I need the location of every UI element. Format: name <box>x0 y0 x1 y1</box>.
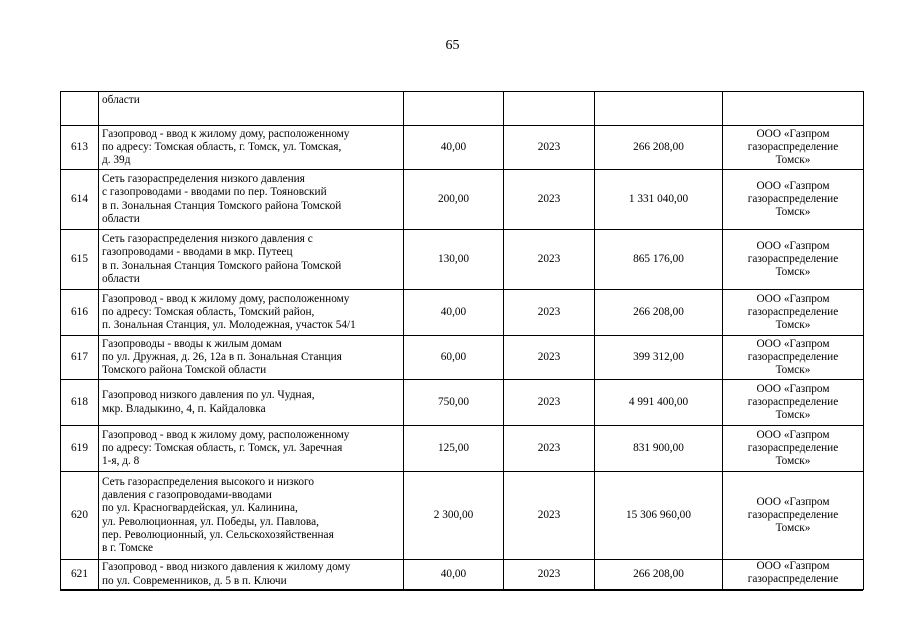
description-line: п. Зональная Станция, ул. Молодежная, участок 54/1 <box>102 319 356 332</box>
cell-cost: 266 208,00 <box>595 126 723 170</box>
organization-line: ООО «Газпром <box>756 239 830 252</box>
cell-description <box>99 126 404 170</box>
description-line: области <box>102 94 140 106</box>
organization-line: Томск» <box>775 206 811 219</box>
table-row <box>61 560 864 590</box>
table-body <box>61 92 864 590</box>
description-line: по адресу: Томская область, г. Томск, ул. Заречная <box>102 441 343 454</box>
cell-year: 2023 <box>504 230 595 290</box>
description-line: по адресу: Томская область, г. Томск, ул. Томская, <box>102 140 342 153</box>
cell-year: 2023 <box>504 560 595 590</box>
cell-cost: 399 312,00 <box>595 336 723 380</box>
cell-length: 130,00 <box>404 230 504 290</box>
cell-organization <box>723 92 864 126</box>
table-row <box>61 472 864 560</box>
cell-organization <box>723 560 864 590</box>
cell-cost: 266 208,00 <box>595 290 723 336</box>
cell-cost: 865 176,00 <box>595 230 723 290</box>
cell-cost: 4 991 400,00 <box>595 380 723 426</box>
cell-year: 2023 <box>504 170 595 230</box>
description-line: Газопровод - ввод к жилому дому, расположенному <box>102 127 350 140</box>
organization-line: Томск» <box>775 364 811 377</box>
description-line: Газопровод - ввод к жилому дому, расположенному <box>102 428 350 441</box>
organization-line: Томск» <box>775 266 811 279</box>
cell-num: 619 <box>61 426 99 472</box>
organization-line: газораспределение <box>747 192 839 205</box>
cell-description <box>99 92 404 126</box>
table-row <box>61 170 864 230</box>
cell-num: 615 <box>61 230 99 290</box>
organization-line: ООО «Газпром <box>756 292 830 305</box>
cell-organization <box>723 126 864 170</box>
description-line: по ул. Современников, д. 5 в п. Ключи <box>102 574 287 587</box>
cell-organization <box>723 380 864 426</box>
organization-line: Томск» <box>775 319 811 332</box>
cell-description <box>99 426 404 472</box>
organization-line: ООО «Газпром <box>756 560 830 572</box>
description-line: в г. Томске <box>102 542 154 555</box>
description-line: Газопровод - ввод низкого давления к жилому дому <box>102 561 351 574</box>
cell-organization <box>723 336 864 380</box>
cell-num: 621 <box>61 560 99 590</box>
description-line: Сеть газораспределения низкого давления с <box>102 232 313 245</box>
description-line: Сеть газораспределения высокого и низкого <box>102 475 315 488</box>
organization-line: газораспределение <box>747 395 839 408</box>
cell-description <box>99 230 404 290</box>
description-line: в п. Зональная Станция Томского района Томской <box>102 259 342 272</box>
cell-year: 2023 <box>504 426 595 472</box>
cell-num: 613 <box>61 126 99 170</box>
description-line: Газопроводы - вводы к жилым домам <box>102 337 282 350</box>
description-line: по ул. Красногвардейская, ул. Калинина, <box>102 502 298 515</box>
description-line: ул. Революционная, ул. Победы, ул. Павлова, <box>102 515 319 528</box>
description-line: Газопровод - ввод к жилому дому, расположенному <box>102 292 350 305</box>
cell-cost: 1 331 040,00 <box>595 170 723 230</box>
description-line: 1-я, д. 8 <box>102 455 140 468</box>
cell-year: 2023 <box>504 380 595 426</box>
organization-line: Томск» <box>775 455 811 468</box>
cell-length: 750,00 <box>404 380 504 426</box>
cell-description <box>99 380 404 426</box>
description-line: Газопровод низкого давления по ул. Чудная, <box>102 389 315 402</box>
cell-year: 2023 <box>504 126 595 170</box>
cell-length: 2 300,00 <box>404 472 504 560</box>
table-row <box>61 336 864 380</box>
cell-organization <box>723 230 864 290</box>
cell-year: 2023 <box>504 472 595 560</box>
description-line: д. 39д <box>102 154 131 167</box>
table-row <box>61 426 864 472</box>
cell-num: 620 <box>61 472 99 560</box>
description-line: области <box>102 272 140 285</box>
organization-line: ООО «Газпром <box>756 337 830 350</box>
page-number: 65 <box>445 38 460 53</box>
organization-line: Томск» <box>775 522 811 535</box>
table-row <box>61 290 864 336</box>
cell-organization <box>723 290 864 336</box>
cell-organization <box>723 426 864 472</box>
table-row <box>61 380 864 426</box>
organization-line: газораспределение <box>747 140 839 153</box>
description-line: пер. Революционный, ул. Сельскохозяйственная <box>102 528 334 541</box>
organization-line: газораспределение <box>747 252 839 265</box>
organization-line: газораспределение <box>747 350 839 363</box>
cell-length: 200,00 <box>404 170 504 230</box>
continuation-row <box>61 92 864 126</box>
organization-line: ООО «Газпром <box>756 495 830 508</box>
cell-description <box>99 290 404 336</box>
cell-description <box>99 560 404 590</box>
cell-length: 40,00 <box>404 126 504 170</box>
organization-line: ООО «Газпром <box>756 127 830 140</box>
cell-num: 616 <box>61 290 99 336</box>
description-line: Томского района Томской области <box>102 364 267 377</box>
cell-num: 617 <box>61 336 99 380</box>
cell-description <box>99 170 404 230</box>
organization-line: Томск» <box>775 154 811 167</box>
cell-length <box>404 92 504 126</box>
description-line: по адресу: Томская область, Томский район, <box>102 305 315 318</box>
cell-num: 614 <box>61 170 99 230</box>
gas-pipeline-table <box>60 91 864 590</box>
cell-year <box>504 92 595 126</box>
organization-line: газораспределение <box>747 508 839 521</box>
organization-line: газораспределение <box>747 441 839 454</box>
cell-description <box>99 472 404 560</box>
description-line: по ул. Дружная, д. 26, 12а в п. Зональная Станция <box>102 350 342 363</box>
cell-length: 60,00 <box>404 336 504 380</box>
cell-num: 618 <box>61 380 99 426</box>
description-line: Сеть газораспределения низкого давления <box>102 172 305 185</box>
table-row <box>61 230 864 290</box>
cell-organization <box>723 472 864 560</box>
table-bottom-rule <box>60 590 863 591</box>
description-line: области <box>102 212 140 225</box>
description-line: в п. Зональная Станция Томского района Томской <box>102 199 342 212</box>
cell-length: 40,00 <box>404 290 504 336</box>
cell-length: 40,00 <box>404 560 504 590</box>
cell-cost: 15 306 960,00 <box>595 472 723 560</box>
organization-line: ООО «Газпром <box>756 428 830 441</box>
description-line: газопроводами - вводами в мкр. Путеец <box>102 246 293 259</box>
table-row <box>61 126 864 170</box>
organization-line: ООО «Газпром <box>756 179 830 192</box>
cell-num <box>61 92 99 126</box>
description-line: с газопроводами - вводами по пер. Тояновский <box>102 186 327 199</box>
cell-cost <box>595 92 723 126</box>
organization-line: газораспределение <box>747 305 839 318</box>
cell-cost: 831 900,00 <box>595 426 723 472</box>
cell-length: 125,00 <box>404 426 504 472</box>
cell-description <box>99 336 404 380</box>
cell-organization <box>723 170 864 230</box>
description-line: мкр. Владыкино, 4, п. Кайдаловка <box>102 402 266 415</box>
cell-year: 2023 <box>504 336 595 380</box>
organization-line: газораспределение <box>747 573 839 586</box>
organization-line: Томск» <box>775 409 811 422</box>
organization-line: ООО «Газпром <box>756 382 830 395</box>
cell-year: 2023 <box>504 290 595 336</box>
cell-cost: 266 208,00 <box>595 560 723 590</box>
description-line: давления с газопроводами-вводами <box>102 488 272 501</box>
